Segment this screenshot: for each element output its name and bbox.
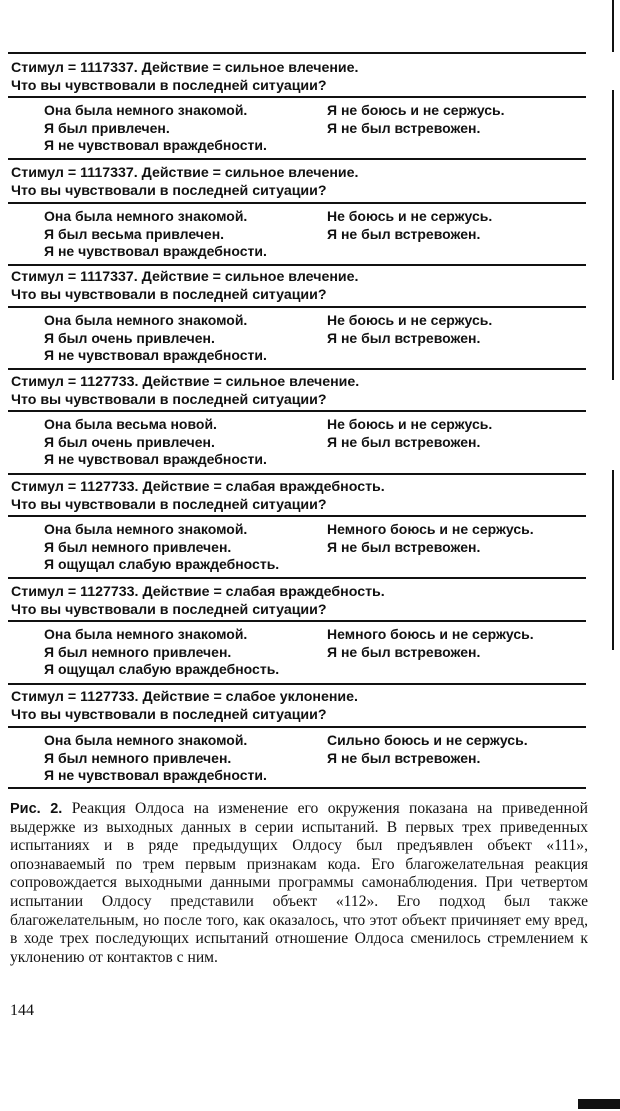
- response-left: Она была немного знакомой.: [44, 102, 248, 118]
- block-divider: [8, 726, 586, 728]
- response-left: Я не чувствовал враждебности.: [44, 243, 267, 259]
- stimulus-header: Стимул = 1127733. Действие = слабая враждебность.: [11, 479, 385, 495]
- response-left: Я был немного привлечен.: [44, 749, 232, 766]
- response-left: Я не чувствовал враждебности.: [44, 347, 267, 363]
- response-lines: [44, 102, 589, 155]
- response-left: Она была немного знакомой.: [44, 521, 248, 537]
- scan-edge-mark: [578, 1099, 620, 1109]
- response-right: Я не боюсь и не сержусь.: [327, 102, 505, 118]
- scan-edge-mark: [612, 470, 614, 650]
- figure-caption: [10, 800, 588, 967]
- block-divider: [8, 620, 586, 622]
- response-right: Я не был встревожен.: [327, 329, 481, 346]
- response-right: Немного боюсь и не сержусь.: [327, 626, 534, 642]
- block-divider: [8, 787, 586, 789]
- block-divider: [8, 306, 586, 308]
- response-left: Я не чувствовал враждебности.: [44, 137, 267, 153]
- top-rule: [8, 52, 586, 54]
- response-left: Она была немного знакомой.: [44, 732, 248, 748]
- response-left: Она была немного знакомой.: [44, 208, 248, 224]
- response-left: Я был очень привлечен.: [44, 329, 215, 346]
- scan-edge-mark: [612, 0, 614, 52]
- question-line: Что вы чувствовали в последней ситуации?: [11, 707, 327, 723]
- response-left: Я не чувствовал враждебности.: [44, 767, 267, 783]
- response-left: Я ощущал слабую враждебность.: [44, 556, 280, 572]
- response-left: Я был немного привлечен.: [44, 538, 232, 555]
- response-left: Я ощущал слабую враждебность.: [44, 661, 280, 677]
- block-divider: [8, 473, 586, 475]
- response-left: Она была немного знакомой.: [44, 626, 248, 642]
- stimulus-header: Стимул = 1127733. Действие = сильное влечение.: [11, 374, 360, 390]
- response-right: Я не был встревожен.: [327, 643, 481, 660]
- response-lines: [44, 626, 589, 679]
- block-divider: [8, 202, 586, 204]
- question-line: Что вы чувствовали в последней ситуации?: [11, 392, 327, 408]
- response-lines: [44, 416, 589, 469]
- response-right: Я не был встревожен.: [327, 749, 481, 766]
- caption-text: Реакция Олдоса на изменение его окружения показана на приведенной выдержке из выходных данных в серии испытаний. В первых трех приведенных испытаниях и в ряде предыдущих Олдосу был предъявлен объект «111», опознаваемый по трем первым признакам кода. Его благожелательная реакция сопровождается выходными данными программы самонаблюдения. При четвертом испытании Олдосу представили объект «112». Его подход был также благожелательным, но после того, как оказалось, что этот объект причиняет ему вред, в ходе трех последующих испытаний отношение Олдоса сменилось стремлением к уклонению от контактов с ним.: [10, 800, 588, 966]
- response-left: Я был очень привлечен.: [44, 433, 215, 450]
- response-right: Я не был встревожен.: [327, 225, 481, 242]
- response-left: Я был немного привлечен.: [44, 643, 232, 660]
- block-divider: [8, 515, 586, 517]
- block-divider: [8, 683, 586, 685]
- response-lines: [44, 521, 589, 574]
- stimulus-header: Стимул = 1127733. Действие = слабая враждебность.: [11, 584, 385, 600]
- page-number: 144: [10, 1002, 34, 1019]
- scan-edge-mark: [612, 90, 614, 380]
- response-left: Я не чувствовал враждебности.: [44, 451, 267, 467]
- stimulus-header: Стимул = 1117337. Действие = сильное влечение.: [11, 60, 359, 76]
- block-divider: [8, 368, 586, 370]
- response-right: Не боюсь и не сержусь.: [327, 416, 493, 432]
- stimulus-header: Стимул = 1117337. Действие = сильное влечение.: [11, 269, 359, 285]
- block-divider: [8, 96, 586, 98]
- block-divider: [8, 577, 586, 579]
- response-lines: [44, 732, 589, 785]
- response-left: Я был привлечен.: [44, 119, 170, 136]
- response-right: Не боюсь и не сержусь.: [327, 208, 493, 224]
- question-line: Что вы чувствовали в последней ситуации?: [11, 497, 327, 513]
- response-right: Я не был встревожен.: [327, 538, 481, 555]
- stimulus-header: Стимул = 1127733. Действие = слабое уклонение.: [11, 689, 358, 705]
- block-divider: [8, 410, 586, 412]
- stimulus-header: Стимул = 1117337. Действие = сильное влечение.: [11, 165, 359, 181]
- response-left: Она была немного знакомой.: [44, 312, 248, 328]
- response-right: Не боюсь и не сержусь.: [327, 312, 493, 328]
- figure-label: Рис. 2.: [10, 801, 63, 817]
- response-right: Немного боюсь и не сержусь.: [327, 521, 534, 537]
- response-left: Она была весьма новой.: [44, 416, 217, 432]
- response-left: Я был весьма привлечен.: [44, 225, 225, 242]
- question-line: Что вы чувствовали в последней ситуации?: [11, 183, 327, 199]
- block-divider: [8, 158, 586, 160]
- response-right: Я не был встревожен.: [327, 119, 481, 136]
- response-right: Я не был встревожен.: [327, 433, 481, 450]
- response-right: Сильно боюсь и не сержусь.: [327, 732, 528, 748]
- question-line: Что вы чувствовали в последней ситуации?: [11, 287, 327, 303]
- response-lines: [44, 208, 589, 261]
- block-divider: [8, 264, 586, 266]
- question-line: Что вы чувствовали в последней ситуации?: [11, 78, 327, 94]
- response-lines: [44, 312, 589, 365]
- question-line: Что вы чувствовали в последней ситуации?: [11, 602, 327, 618]
